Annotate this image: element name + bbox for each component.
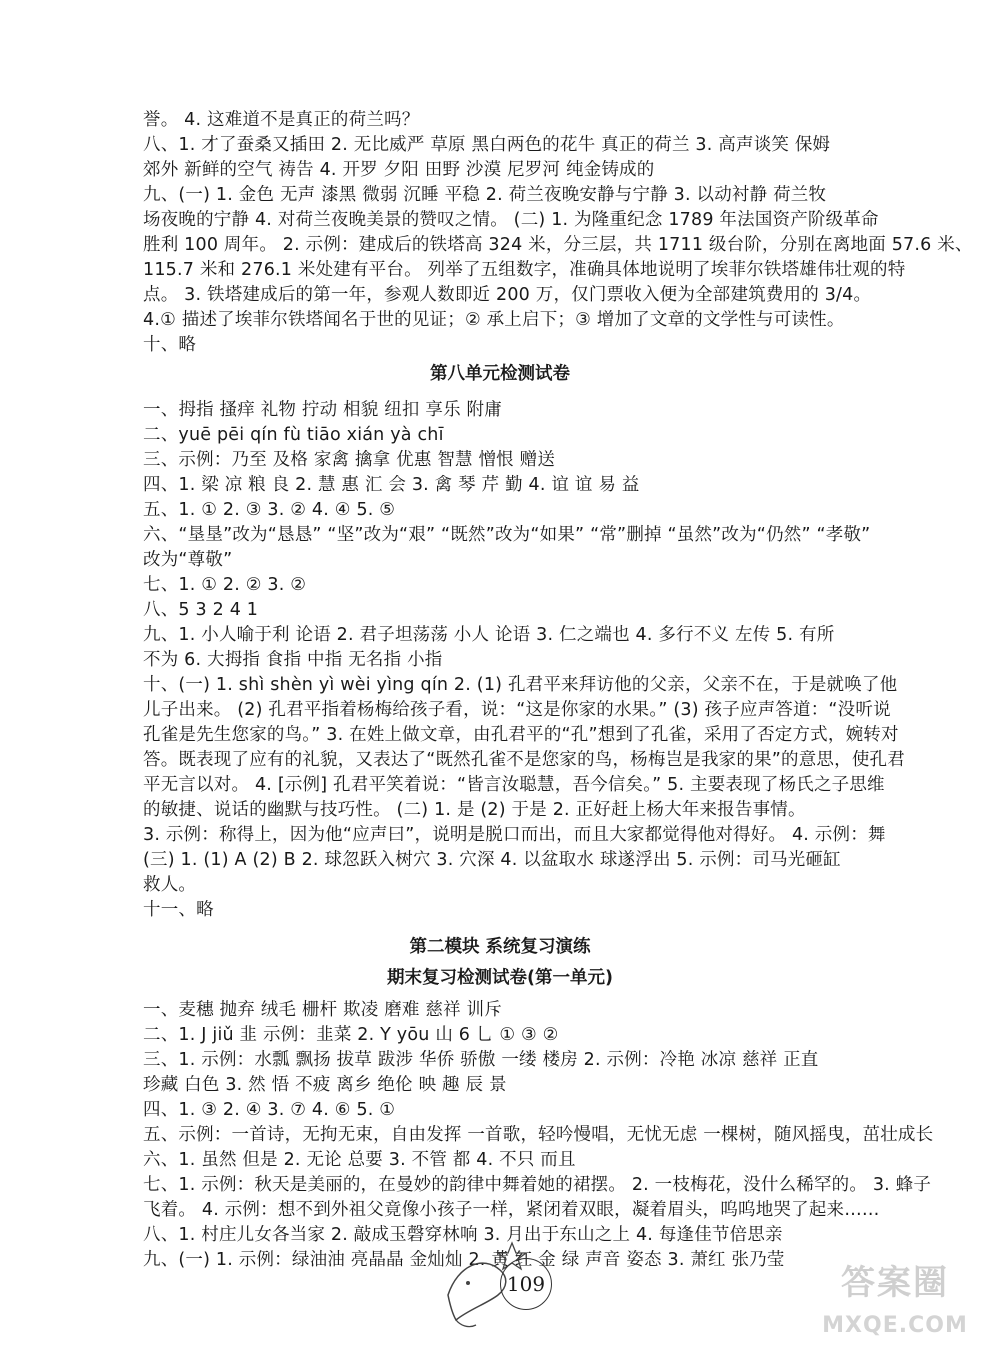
text-line: 四、1. 梁 凉 粮 良 2. 慧 惠 汇 会 3. 禽 琴 芹 勤 4. 谊 谊 易 益 [143,475,640,495]
text-line: 4.① 描述了埃菲尔铁塔闻名于世的见证；② 承上启下；③ 增加了文章的文学性与可读性。 [143,310,845,330]
watermark-logo [800,1255,990,1350]
text-line: 胜利 100 周年。 2. 示例：建成后的铁塔高 324 米，分三层，共 1711 级台阶，分别在离地面 57.6 米、 [143,235,973,255]
text-line: 八、1. 才了蚕桑又插田 2. 无比威严 草原 黑白两色的花牛 真正的荷兰 3. 高声谈笑 保姆 [143,135,831,155]
text-line: 儿子出来。 (2) 孔君平指着杨梅给孩子看，说：“这是你家的水果。” (3) 孩子应声答道：“没听说 [143,700,891,720]
text-line: 五、1. ① 2. ③ 3. ② 4. ④ 5. ⑤ [143,500,396,520]
watermark-text: 答案圈 [841,1263,949,1303]
text-line: 六、1. 虽然 但是 2. 无论 总要 3. 不管 都 4. 不只 而且 [143,1150,576,1170]
watermark-url: MXQE.COM [822,1313,968,1338]
text-line: 十一、略 [143,900,214,920]
text-line: (三) 1. (1) A (2) B 2. 球忽跃入树穴 3. 穴深 4. 以盆取水 球遂浮出 5. 示例：司马光砸缸 [143,850,841,870]
text-line: 七、1. ① 2. ② 3. ② [143,575,307,595]
text-line: 十、略 [143,335,197,355]
text-line: 八、5 3 2 4 1 [143,600,259,620]
text-line: 五、示例：一首诗，无拘无束，自由发挥 一首歌，轻吟慢唱，无忧无虑 一棵树，随风摇曳，茁壮成长 [143,1125,934,1145]
text-line: 六、“垦垦”改为“恳恳” “坚”改为“艰” “既然”改为“如果” “常”删掉 “虽然”改为“仍然” “孝敬” [143,525,871,545]
text-line: 三、1. 示例：水瓢 飘扬 拔草 跋涉 华侨 骄傲 一缕 楼房 2. 示例：冷艳 冰凉 慈祥 正直 [143,1050,819,1070]
text-line: 七、1. 示例：秋天是美丽的，在曼妙的韵律中舞着她的裙摆。 2. 一枝梅花，没什么稀罕的。 3. 蜂子 [143,1175,932,1195]
text-line: 誉。 4. 这难道不是真正的荷兰吗？ [143,110,420,130]
text-line: 珍藏 白色 3. 然 悟 不疲 离乡 绝伦 映 趣 辰 景 [143,1075,507,1095]
section-heading: 期末复习检测试卷(第一单元) [387,968,613,988]
text-line: 答。既表现了应有的礼貌，又表达了“既然孔雀不是您家的鸟，杨梅岂是我家的果”的意思，使孔君 [143,750,905,770]
text-line: 孔雀是先生您家的鸟。” 3. 在姓上做文章，由孔君平的“孔”想到了孔雀，采用了否定方式，婉转对 [143,725,899,745]
text-line: 九、(一) 1. 示例：绿油油 亮晶晶 金灿灿 2. 黄 红 金 绿 声音 姿态 3. 萧红 张乃莹 [143,1250,785,1270]
text-line: 八、1. 村庄儿女各当家 2. 敲成玉磬穿林响 3. 月出于东山之上 4. 每逢佳节倍思亲 [143,1225,783,1245]
text-line: 115.7 米和 276.1 米处建有平台。 列举了五组数字，准确具体地说明了埃菲尔铁塔雄伟壮观的特 [143,260,906,280]
text-line: 的敏捷、说话的幽默与技巧性。 (二) 1. 是 (2) 于是 2. 正好赶上杨大年来报告事情。 [143,800,806,820]
text-line: 四、1. ③ 2. ④ 3. ⑦ 4. ⑥ 5. ① [143,1100,396,1120]
text-line: 场夜晚的宁静 4. 对荷兰夜晚美景的赞叹之情。 (二) 1. 为隆重纪念 1789 年法国资产阶级革命 [143,210,879,230]
text-line: 九、(一) 1. 金色 无声 漆黑 微弱 沉睡 平稳 2. 荷兰夜晚安静与宁静 3. 以动衬静 荷兰牧 [143,185,827,205]
text-line: 一、麦穗 抛弃 绒毛 栅杆 欺凌 磨难 慈祥 训斥 [143,1000,502,1020]
text-line: 三、示例：乃至 及格 家禽 擒拿 优惠 智慧 憎恨 赠送 [143,450,556,470]
section-heading: 第八单元检测试卷 [430,364,570,384]
text-line: 飞着。 4. 示例：想不到外祖父竟像小孩子一样，紧闭着双眼，凝着眉头，呜呜地哭了起来…… [143,1200,880,1220]
text-line: 3. 示例：称得上，因为他“应声曰”，说明是脱口而出，而且大家都觉得他对得好。 4. 示例：舞 [143,825,886,845]
text-line: 二、1. J jiǔ 韭 示例：韭菜 2. Y yōu 山 6 乚 ① ③ ② [143,1025,559,1045]
page-number: 109 [500,1258,552,1310]
text-line: 十、(一) 1. shì shèn yì wèi yìng qín 2. (1) 孔君平来拜访他的父亲，父亲不在，于是就唤了他 [143,675,898,695]
text-line: 点。 3. 铁塔建成后的第一年，参观人数即近 200 万，仅门票收入便为全部建筑费用的 3/4。 [143,285,872,305]
section-heading: 第二模块 系统复习演练 [409,937,591,957]
text-line: 九、1. 小人喻于利 论语 2. 君子坦荡荡 小人 论语 3. 仁之端也 4. 多行不义 左传 5. 有所 [143,625,835,645]
text-line: 二、yuē pēi qín fù tiāo xián yà chī [143,425,444,445]
text-line: 救人。 [143,875,197,895]
text-line: 郊外 新鲜的空气 祷告 4. 开罗 夕阳 田野 沙漠 尼罗河 纯金铸成的 [143,160,655,180]
text-line: 改为“尊敬” [143,550,233,570]
text-line: 不为 6. 大拇指 食指 中指 无名指 小指 [143,650,443,670]
text-line: 一、拇指 搔痒 礼物 拧动 相貌 纽扣 享乐 附庸 [143,400,502,420]
text-line: 平无言以对。 4. [示例] 孔君平笑着说：“皆言汝聪慧，吾今信矣。” 5. 主要表现了杨氏之子思维 [143,775,885,795]
